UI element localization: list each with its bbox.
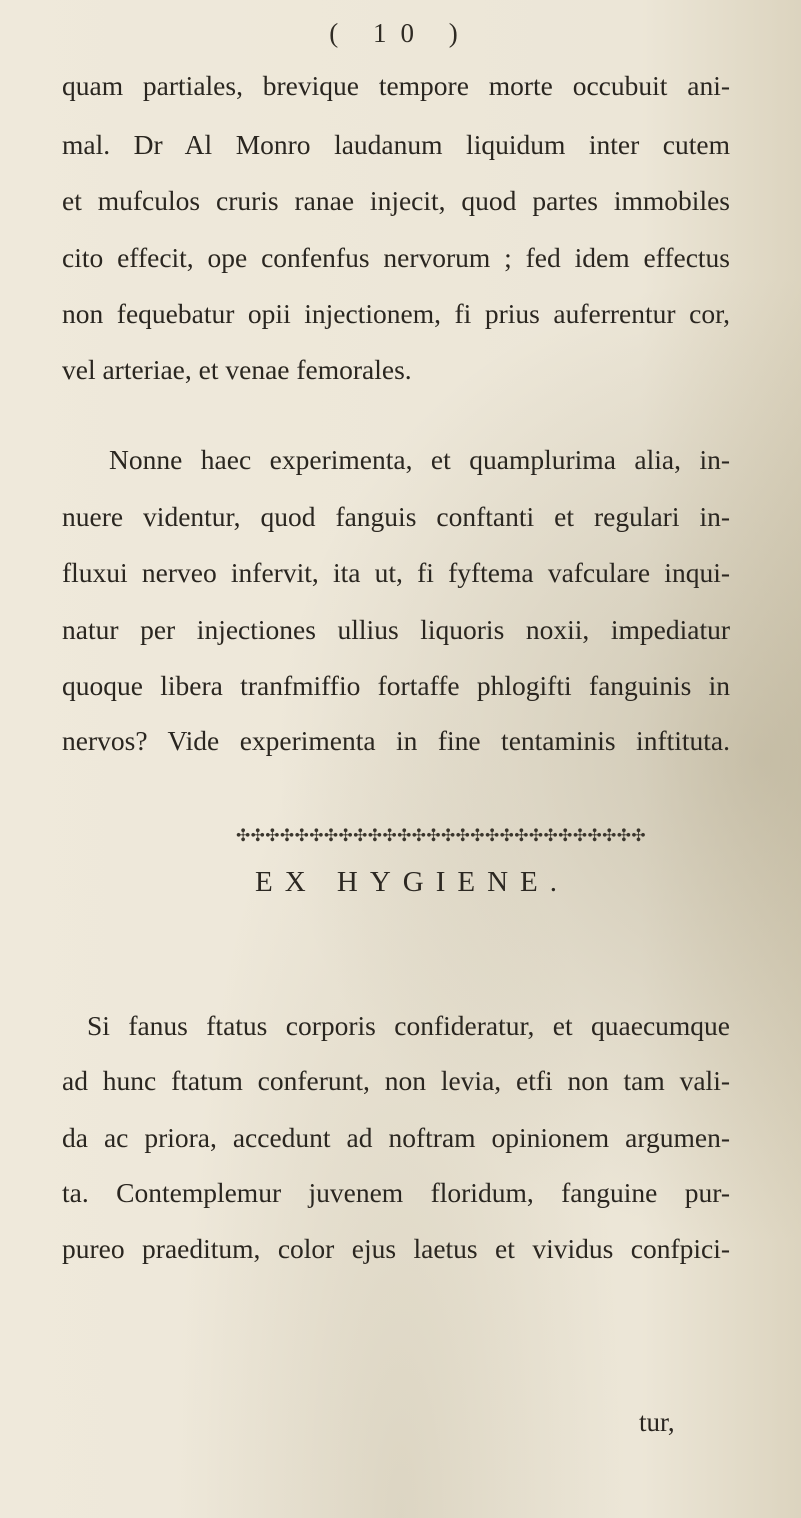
page-number: ( 10 ) (329, 18, 472, 48)
text-line: ta. Contemplemur juvenem floridum, fanguine pur- (62, 1177, 730, 1208)
text-line: Si fanus ftatus corporis confideratur, et quaecumque (87, 1010, 730, 1041)
text-line: non fequebatur opii injectionem, fi prius auferrentur cor, (62, 298, 730, 329)
catchword: tur, (639, 1407, 675, 1437)
text-line: cito effecit, ope confenfus nervorum ; fed idem effectus (62, 242, 730, 273)
text-line: nuere videntur, quod fanguis conftanti et regulari in- (62, 501, 730, 532)
text-line: pureo praeditum, color ejus laetus et vividus confpici- (62, 1233, 730, 1264)
text-line: natur per injectiones ullius liquoris noxii, impediatur (62, 614, 730, 645)
text-line: nervos? Vide experimenta in fine tentaminis inftituta. (62, 725, 730, 756)
text-line: quoque libera tranfmiffio fortaffe phlogifti fanguinis in (62, 670, 730, 701)
ornamental-divider: ✣✣✣✣✣✣✣✣✣✣✣✣✣✣✣✣✣✣✣✣✣✣✣✣✣✣✣✣ (236, 826, 647, 845)
text-line: quam partiales, brevique tempore morte occubuit ani- (62, 70, 730, 101)
text-line: vel arteriae, et venae femorales. (62, 354, 412, 385)
text-line: da ac priora, accedunt ad noftram opinionem argumen- (62, 1122, 730, 1153)
text-line: mal. Dr Al Monro laudanum liquidum inter cutem (62, 129, 730, 160)
section-heading: EX HYGIENE. (255, 866, 570, 898)
text-line: fluxui nerveo infervit, ita ut, fi fyftema vafculare inqui- (62, 557, 730, 588)
text-line: Nonne haec experimenta, et quamplurima alia, in- (109, 444, 730, 475)
text-line: ad hunc ftatum conferunt, non levia, etfi non tam vali- (62, 1065, 730, 1096)
text-line: et mufculos cruris ranae injecit, quod partes immobiles (62, 185, 730, 216)
